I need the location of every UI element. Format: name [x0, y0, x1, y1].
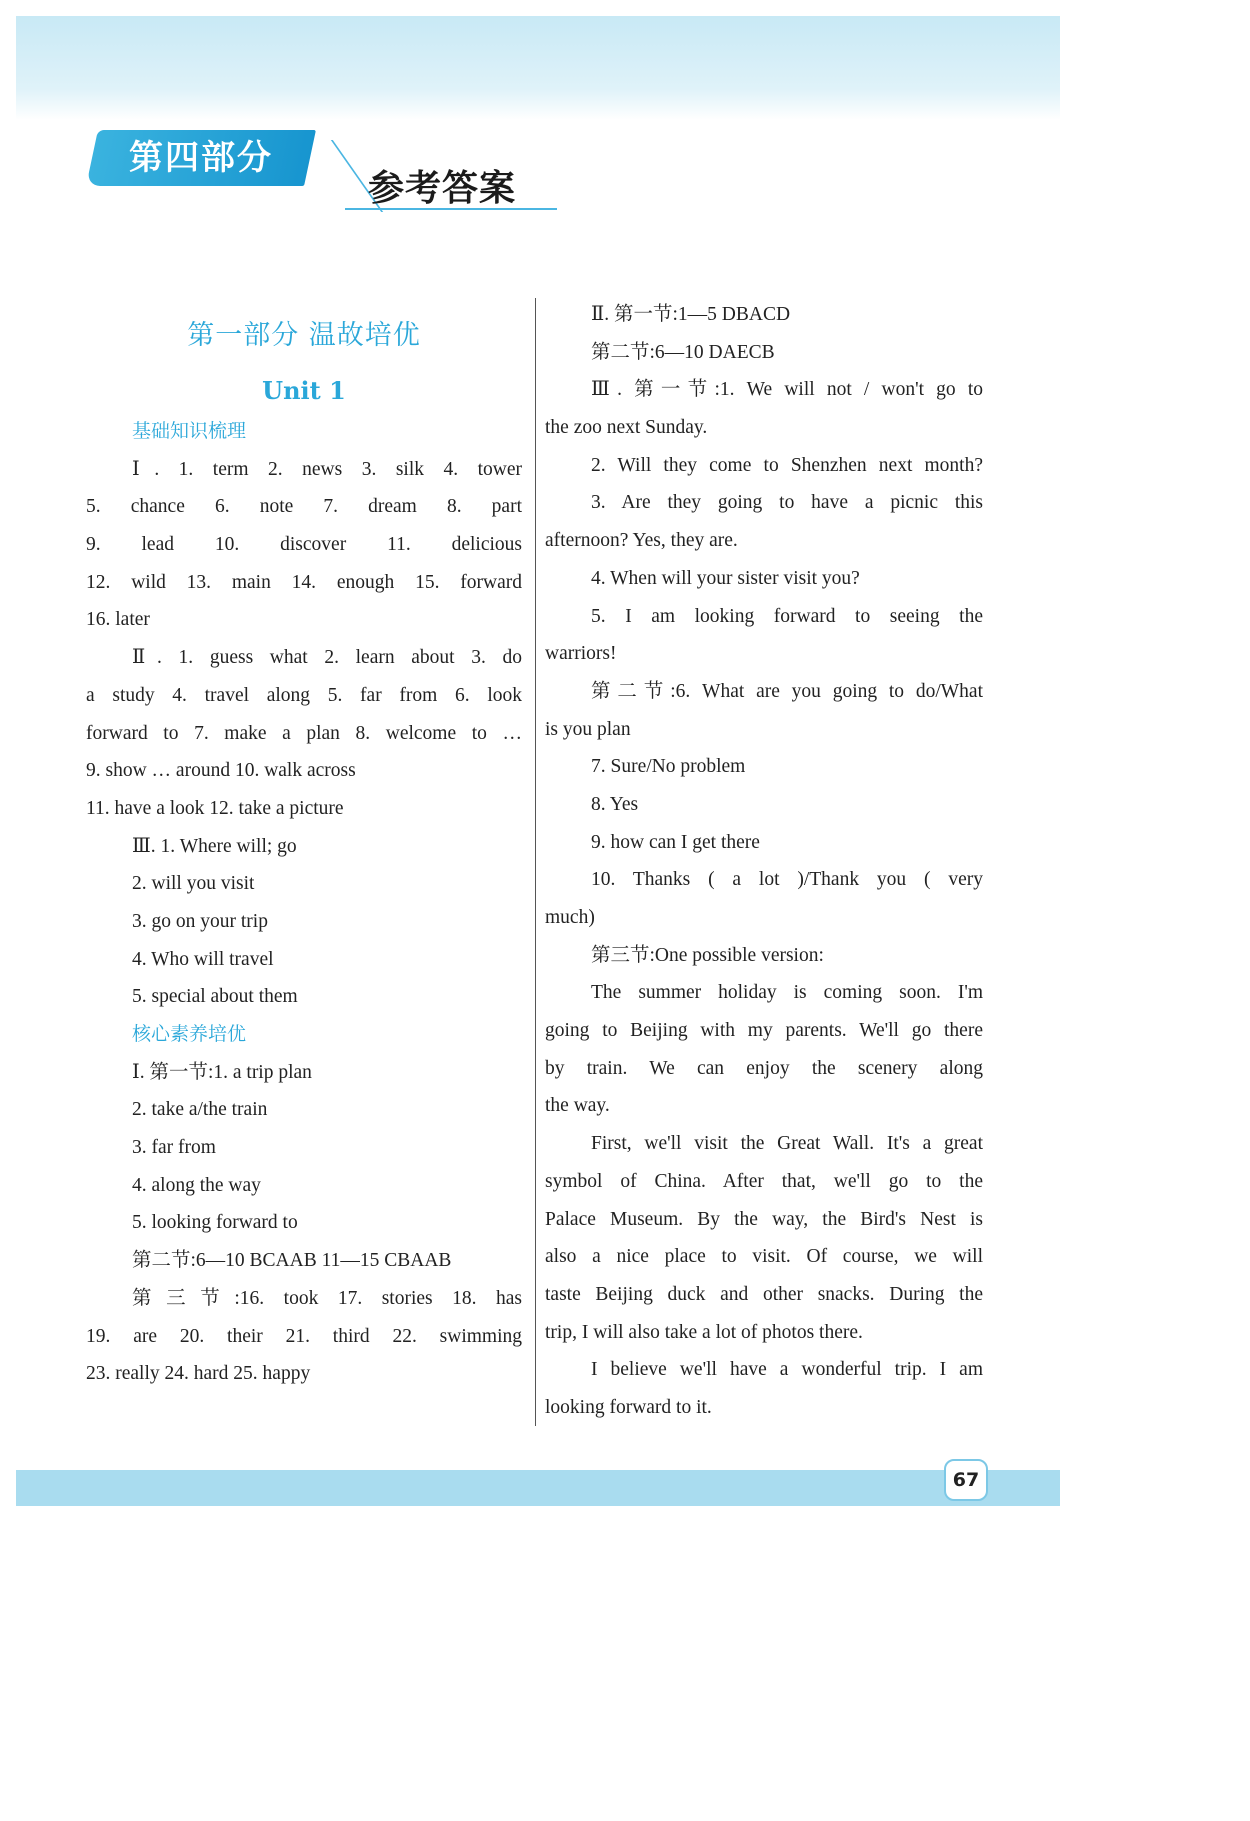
answer-line: 7. Sure/No problem	[591, 756, 746, 778]
answer-line: 4. along the way	[132, 1174, 261, 1196]
answer-line: 5. I am looking forward to seeing the	[591, 605, 983, 627]
answer-line: 2. take a/the train	[132, 1099, 268, 1121]
answer-line: 5. special about them	[132, 986, 298, 1008]
answer-line: 16. later	[86, 609, 150, 631]
answer-line: 第二节:6—10 DAECB	[591, 341, 775, 363]
page-number: 67	[944, 1459, 988, 1501]
part-heading: 第一部分 温故培优	[187, 320, 421, 351]
answer-line: 8. Yes	[591, 793, 639, 815]
answer-line: 10. Thanks ( a lot )/Thank you ( very	[591, 869, 983, 891]
answer-line: the zoo next Sunday.	[545, 417, 708, 439]
answer-line: 3. far from	[132, 1137, 216, 1159]
answer-line: 9. show … around 10. walk across	[86, 760, 356, 782]
essay-line: looking forward to it.	[545, 1396, 712, 1418]
essay-line: symbol of China. After that, we'll go to the	[545, 1170, 983, 1192]
left-column	[86, 296, 522, 1393]
answer-line: Ⅲ. 第一节:1. We will not / won't go to	[591, 379, 983, 401]
answer-line: 9. lead 10. discover 11. delicious	[86, 534, 522, 556]
answer-line: Ⅱ. 第一节:1—5 DBACD	[591, 304, 791, 325]
answer-line: Ⅲ. 1. Where will; go	[132, 835, 297, 857]
answer-line: 3. go on your trip	[132, 910, 268, 932]
answer-line: 第三节:16. took 17. stories 18. has	[132, 1287, 522, 1309]
answer-line: 9. how can I get there	[591, 831, 760, 853]
answer-line: 12. wild 13. main 14. enough 15. forward	[86, 571, 522, 593]
section-title: 参考答案	[368, 168, 517, 209]
essay-line: Palace Museum. By the way, the Bird's Nest is	[545, 1208, 983, 1230]
essay-line: trip, I will also take a lot of photos there.	[545, 1321, 863, 1343]
answer-line: 第二节:6. What are you going to do/What	[591, 680, 983, 702]
answer-line: 2. will you visit	[132, 873, 255, 895]
part-tab-label: 第四部分	[129, 138, 273, 178]
answer-line: much)	[545, 907, 595, 928]
core-heading: 核心素养培优	[132, 1023, 247, 1045]
answer-line: 23. really 24. hard 25. happy	[86, 1363, 311, 1385]
answer-line: a study 4. travel along 5. far from 6. look	[86, 684, 522, 706]
answer-line: afternoon? Yes, they are.	[545, 530, 738, 552]
answer-line: 第三节:One possible version:	[591, 944, 824, 966]
essay-line: taste Beijing duck and other snacks. During the	[545, 1283, 983, 1305]
footer-band	[16, 1470, 1060, 1506]
answer-line: Ⅰ. 第一节:1. a trip plan	[132, 1061, 312, 1083]
essay-line: I believe we'll have a wonderful trip. I am	[591, 1359, 983, 1381]
answer-line: 2. Will they come to Shenzhen next month?	[591, 454, 983, 476]
header-band	[16, 16, 1060, 120]
answer-line: 第二节:6—10 BCAAB 11—15 CBAAB	[132, 1250, 452, 1272]
answer-line: 3. Are they going to have a picnic this	[591, 492, 983, 514]
answer-line: 5. looking forward to	[132, 1212, 298, 1234]
answer-line: forward to 7. make a plan 8. welcome to …	[86, 722, 522, 744]
column-divider	[535, 298, 536, 1426]
answer-line: 4. When will your sister visit you?	[591, 567, 860, 589]
essay-line: by train. We can enjoy the scenery along	[545, 1057, 983, 1079]
right-column	[545, 296, 983, 1427]
answer-line: 4. Who will travel	[132, 948, 274, 970]
essay-line: going to Beijing with my parents. We'll go there	[545, 1020, 983, 1042]
answer-line: Ⅱ. 1. guess what 2. learn about 3. do	[132, 647, 522, 669]
essay-line: The summer holiday is coming soon. I'm	[591, 982, 983, 1004]
essay-line: the way.	[545, 1095, 610, 1117]
part-tab	[86, 130, 316, 186]
answer-line: 5. chance 6. note 7. dream 8. part	[86, 496, 522, 518]
unit-heading: Unit 1	[262, 376, 346, 405]
answer-line: Ⅰ. 1. term 2. news 3. silk 4. tower	[132, 458, 522, 480]
essay-line: also a nice place to visit. Of course, we will	[545, 1246, 983, 1268]
answer-line: 19. are 20. their 21. third 22. swimming	[86, 1325, 522, 1347]
answer-line: warriors!	[545, 643, 617, 665]
basics-heading: 基础知识梳理	[132, 420, 247, 442]
answer-line: 11. have a look 12. take a picture	[86, 797, 344, 819]
answer-line: is you plan	[545, 718, 631, 740]
essay-line: First, we'll visit the Great Wall. It's a great	[591, 1133, 983, 1155]
